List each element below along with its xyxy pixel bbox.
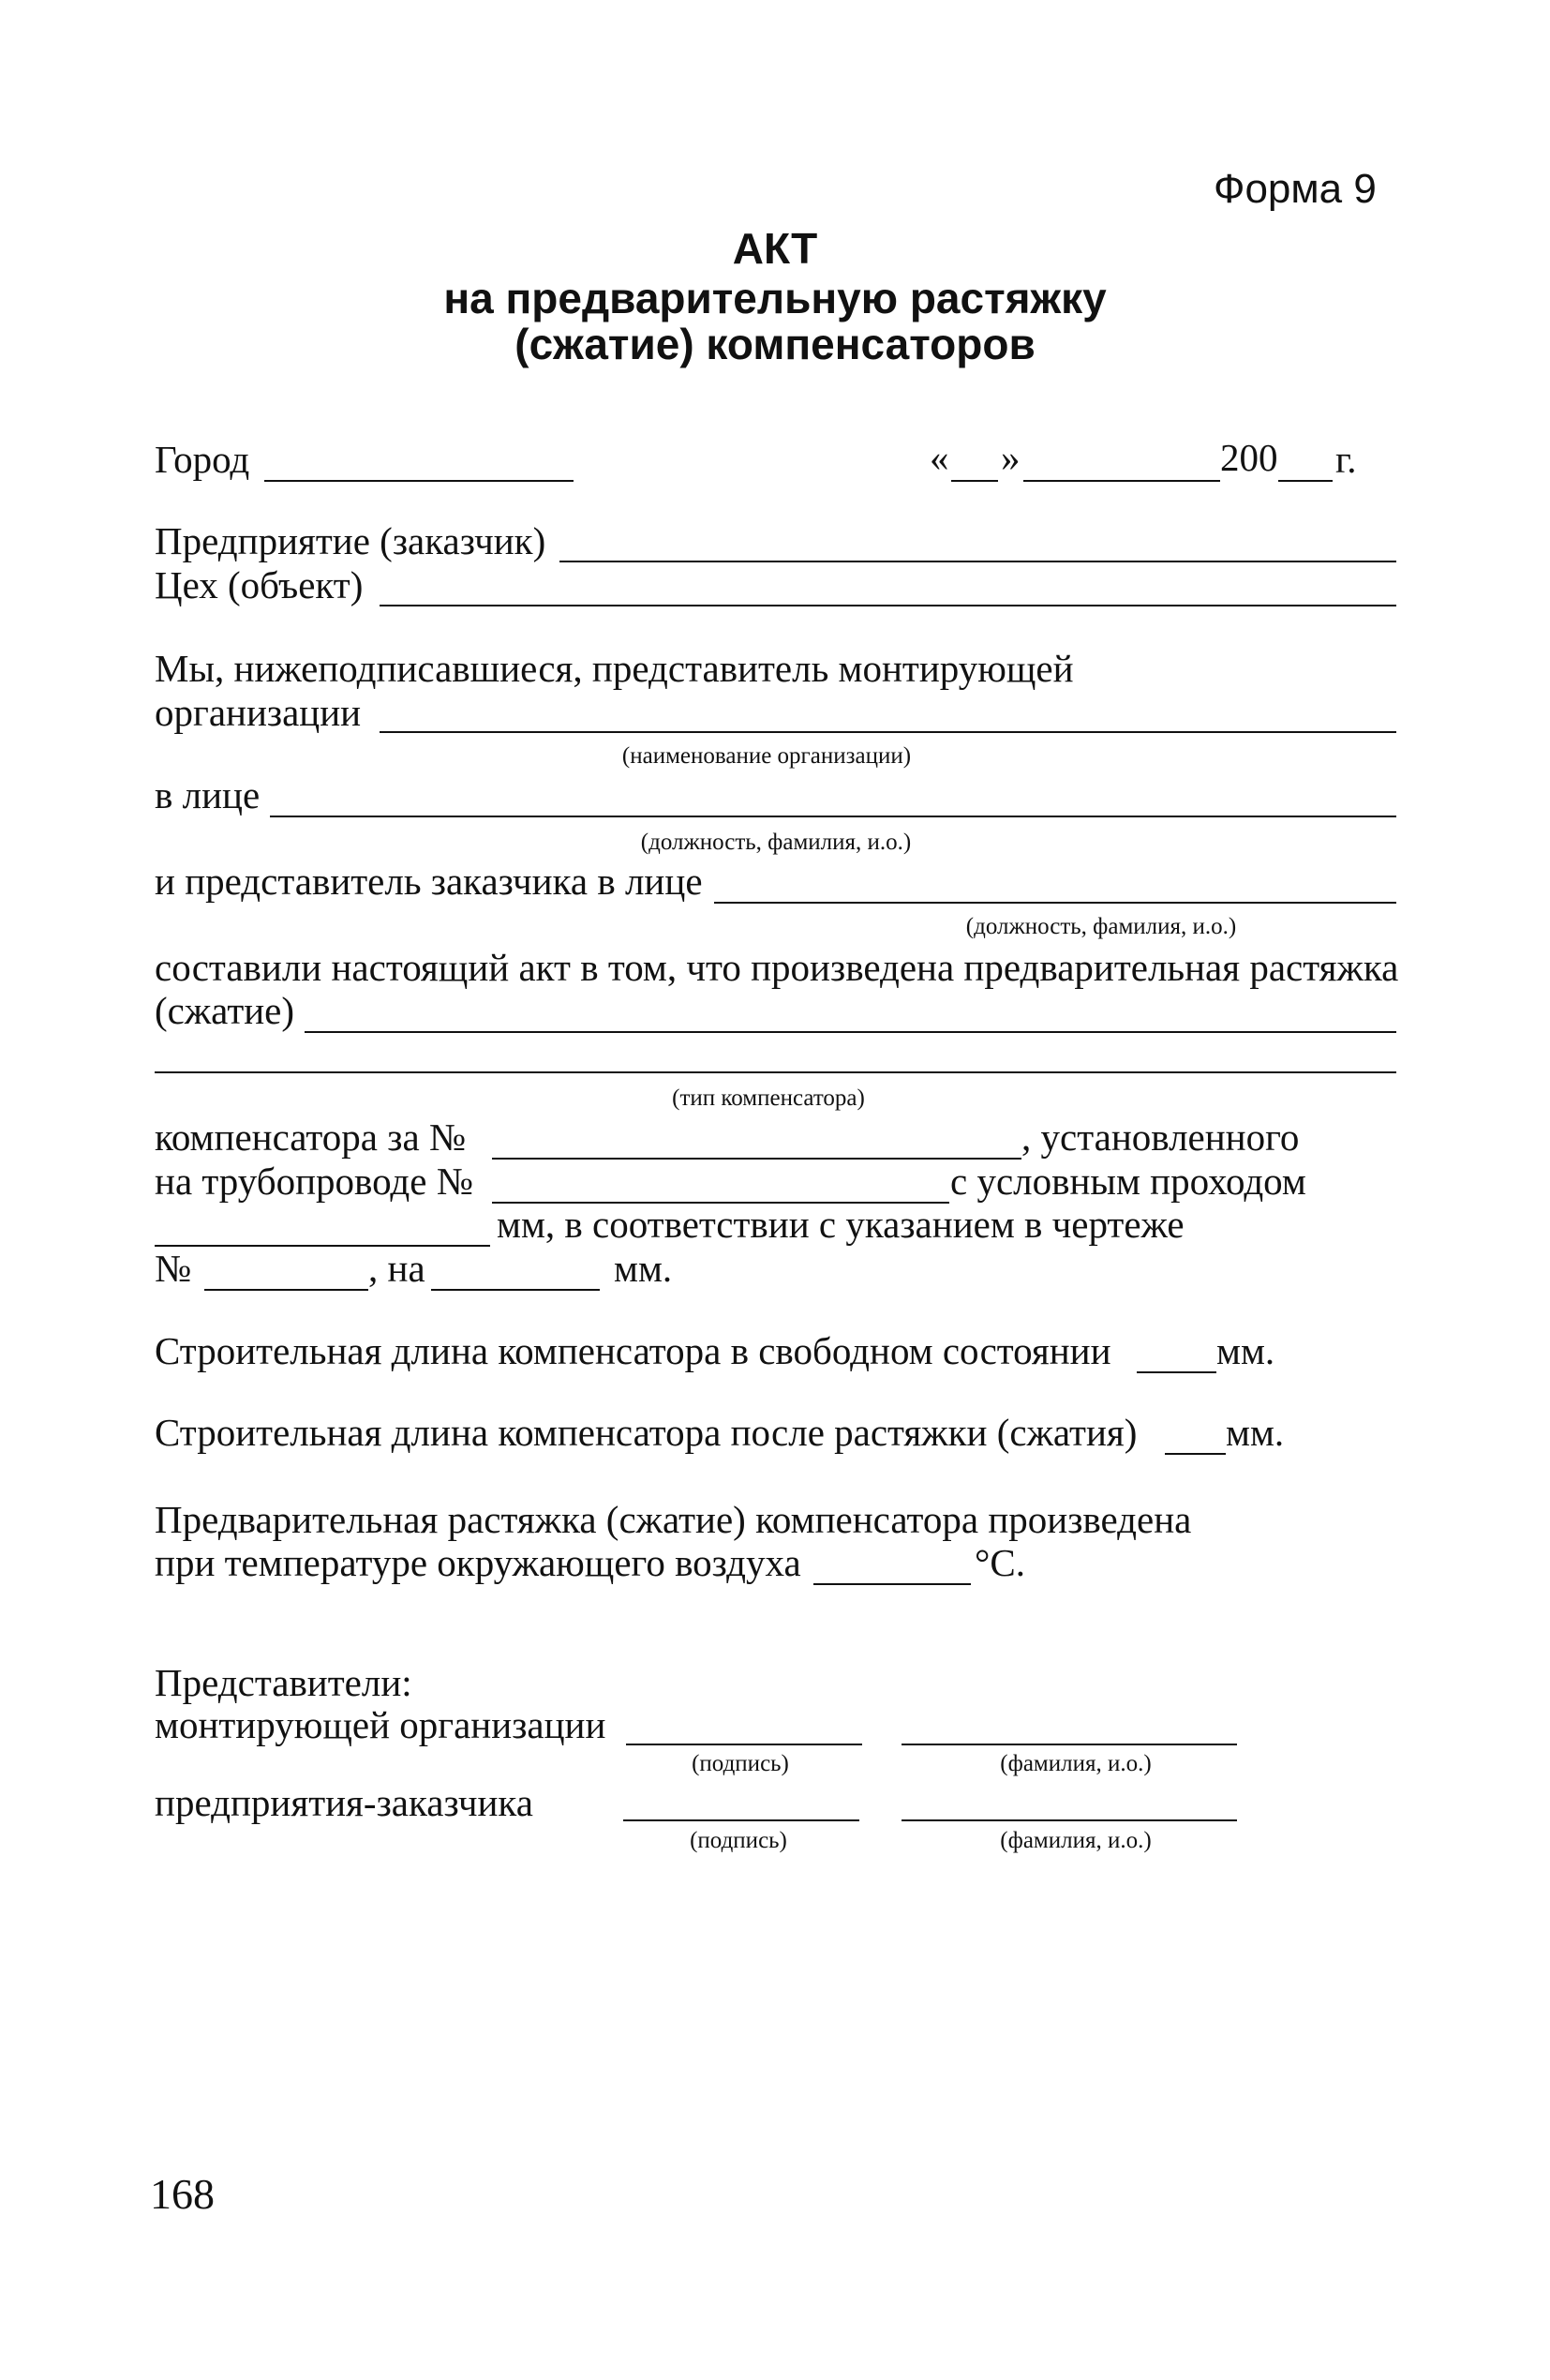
compensator-type-field-line2[interactable] (155, 1071, 1396, 1073)
installer-signature-field[interactable] (626, 1744, 862, 1745)
person-field[interactable] (270, 816, 1396, 817)
after-length-field[interactable] (1165, 1453, 1226, 1455)
installer-signature-caption: (подпись) (692, 1751, 789, 1776)
customer-rep-label: и представитель заказчика в лице (155, 860, 703, 903)
enterprise-label: Предприятие (заказчик) (155, 519, 546, 562)
customer-signature-field[interactable] (623, 1819, 859, 1821)
installer-name-field[interactable] (902, 1744, 1237, 1745)
free-length-label: Строительная длина компенсатора в свободном состоянии (155, 1329, 1111, 1372)
city-field[interactable] (264, 480, 574, 482)
city-label: Город (155, 438, 250, 481)
drawing-reference-label: мм, в соответствии с указанием в чертеже (497, 1203, 1185, 1246)
compensator-type-caption: (тип компенсатора) (672, 1085, 865, 1111)
person-caption: (должность, фамилия, и.о.) (640, 830, 912, 855)
nominal-diameter-field[interactable] (155, 1245, 490, 1247)
date-close-quote: » (1001, 436, 1021, 479)
document-subtitle-line1: на предварительную растяжку (443, 274, 1107, 322)
installer-rep-label: монтирующей организации (155, 1703, 606, 1746)
customer-rep-caption: (должность, фамилия, и.о.) (965, 914, 1237, 939)
installer-name-caption: (фамилия, и.о.) (1000, 1751, 1152, 1776)
customer-name-field[interactable] (902, 1819, 1237, 1821)
customer-signature-caption: (подпись) (690, 1828, 787, 1853)
organization-label: организации (155, 691, 362, 734)
nominal-diameter-label: с условным проходом (950, 1160, 1306, 1203)
year-field[interactable] (1278, 480, 1333, 482)
drawing-number-field[interactable] (204, 1289, 368, 1291)
form-number: Форма 9 (1214, 166, 1377, 212)
page-number: 168 (150, 2170, 215, 2218)
intro-line: Мы, нижеподписавшиеся, представитель монтирующей (155, 647, 1074, 690)
document-title: АКТ (732, 224, 818, 273)
number-sign: № (155, 1247, 192, 1290)
organization-field[interactable] (380, 731, 1396, 733)
compression-label: (сжатие) (155, 989, 295, 1032)
compensator-number-label: компенсатора за № (155, 1115, 467, 1159)
mm-end-label: мм. (614, 1247, 673, 1290)
free-length-unit: мм. (1216, 1329, 1275, 1372)
document-subtitle-line2: (сжатие) компенсаторов (514, 320, 1036, 368)
pipeline-label: на трубопроводе № (155, 1160, 473, 1203)
representatives-heading: Представители: (155, 1661, 412, 1704)
person-label: в лице (155, 773, 261, 816)
workshop-label: Цех (объект) (155, 563, 364, 606)
customer-enterprise-label: предприятия-заказчика (155, 1781, 533, 1824)
temperature-label: при температуре окружающего воздуха (155, 1541, 801, 1584)
date-open-quote: « (930, 436, 949, 479)
on-label: , на (368, 1247, 425, 1290)
year-prefix: 200 (1220, 436, 1278, 479)
compensator-number-field[interactable] (492, 1158, 1021, 1160)
stretch-amount-field[interactable] (431, 1289, 600, 1291)
enterprise-field[interactable] (559, 561, 1396, 562)
free-length-field[interactable] (1137, 1371, 1216, 1373)
year-suffix: г. (1335, 438, 1357, 481)
organization-caption: (наименование организации) (621, 743, 912, 769)
temperature-unit: °С. (975, 1541, 1025, 1584)
installed-label: , установленного (1021, 1115, 1300, 1159)
customer-rep-field[interactable] (714, 902, 1396, 904)
after-length-label: Строительная длина компенсатора после растяжки (сжатия) (155, 1411, 1138, 1454)
day-field[interactable] (951, 480, 998, 482)
after-length-unit: мм. (1226, 1411, 1285, 1454)
compensator-type-field[interactable] (305, 1031, 1396, 1033)
statement-line: составили настоящий акт в том, что произведена предварительная растяжка (155, 946, 1399, 989)
temperature-field[interactable] (813, 1583, 971, 1585)
temperature-line1: Предварительная растяжка (сжатие) компенсатора произведена (155, 1498, 1192, 1541)
month-field[interactable] (1023, 480, 1220, 482)
workshop-field[interactable] (380, 605, 1396, 606)
customer-name-caption: (фамилия, и.о.) (1000, 1828, 1152, 1853)
